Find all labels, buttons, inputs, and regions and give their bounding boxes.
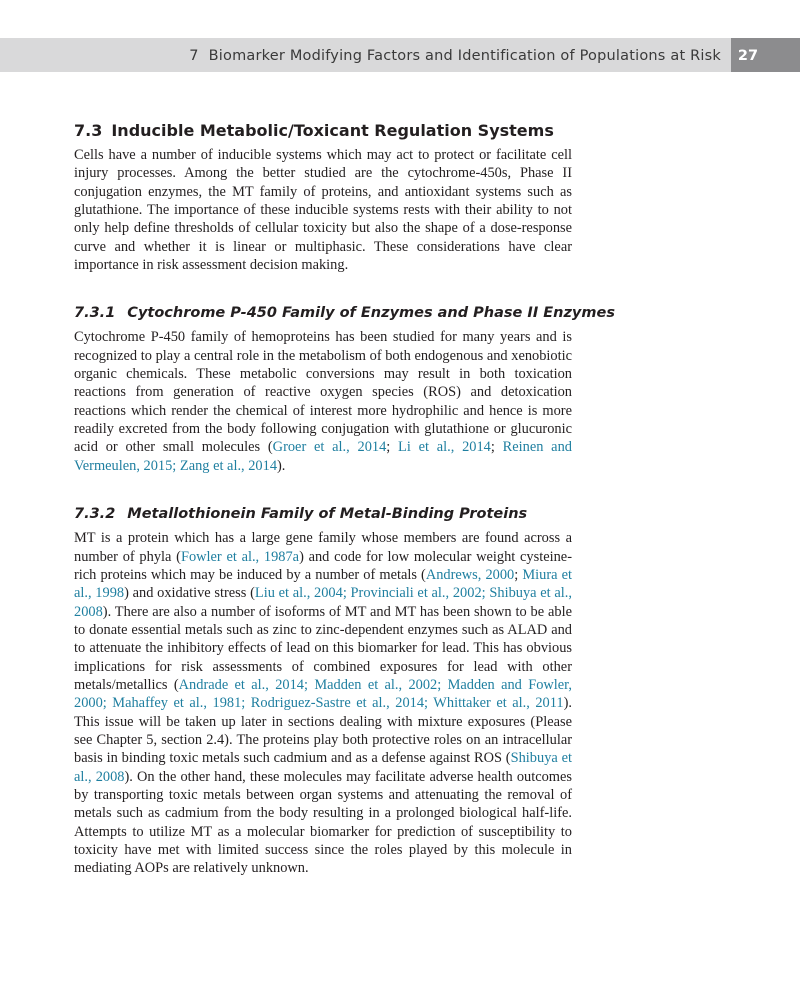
subsection-title: Cytochrome P-450 Family of Enzymes and Phase II Enzymes: [127, 305, 615, 322]
citation-link[interactable]: Reinen and Vermeulen, 2015; Zang et al., 2014: [74, 439, 572, 474]
running-header-title: [189, 38, 721, 72]
citation-link[interactable]: Fowler et al., 1987a: [180, 548, 300, 565]
paragraph-text: ). There are also a number of isoforms of MT and MT has been shown to be able to donate essential metals such as zinc to zinc-dependent enzymes such as ALAD and to attenuate the inhibitory effects of lead on this biomarker for lead. This has obvious implications for risk assessments of combined exposures for lead with other metals/metallics (: [74, 603, 572, 693]
citation-link[interactable]: Shibuya et al., 2008: [74, 750, 572, 785]
chapter-number: 7: [189, 48, 199, 64]
citation-link[interactable]: Liu et al., 2004; Provinciali et al., 2002; Shibuya et al., 2008: [74, 585, 572, 620]
paragraph-text: MT is a protein which has a large gene family whose members are found across a number of phyla (: [74, 530, 572, 565]
section-number: 7.3: [74, 121, 103, 140]
subsection-paragraph: [74, 328, 572, 475]
paragraph-text: Cytochrome P-450 family of hemoproteins has been studied for many years and is recognized to play a central role in the metabolism of both endogenous and xenobiotic organic chemicals. These metabolic conversions may result in both toxication reactions from generation of reactive oxygen species (ROS) and detoxication reactions which render the chemical of interest more hydrophilic and hence is more readily excreted from the body following conjugation with glutathione or glucuronic acid or other small molecules (: [74, 329, 572, 456]
citation-link[interactable]: Li et al., 2014: [398, 439, 491, 456]
subsection-title: Metallothionein Family of Metal-Binding Proteins: [127, 506, 528, 523]
subsection-heading: [74, 499, 572, 529]
paragraph-text: ). This issue will be taken up later in sections dealing with mixture exposures (Please see Chapter 5, section 2.4). The proteins play both protective roles on an intracellular basis in binding toxic metals such cadmium and as a defense against ROS (: [74, 695, 572, 767]
paragraph-text: ;: [386, 439, 399, 456]
paragraph-text: ;: [514, 566, 523, 583]
paragraph-text: ) and code for low molecular weight cysteine-rich proteins which may be induced by a number of metals (: [74, 548, 572, 583]
paragraph-text: ;: [490, 439, 503, 456]
section-paragraph: Cells have a number of inducible systems which may act to protect or facilitate cell injury processes. Among the better studied are the cytochrome-450s, Phase II conjugation enzymes, the MT family of proteins, and antioxidant systems such as glutathione. The importance of these inducible systems rests with their ability to not only help define thresholds of cellular toxicity but also the shape of a dose-response curve and whether it is linear or multiphasic. These considerations have clear importance in risk assessment decision making.: [74, 147, 572, 274]
subsection-number: 7.3.2: [74, 506, 116, 523]
subsection-heading: [74, 298, 615, 328]
subsection-number: 7.3.1: [74, 305, 116, 322]
citation-link[interactable]: Groer et al., 2014: [272, 439, 387, 456]
citation-link[interactable]: Andrews, 2000: [425, 566, 515, 583]
paragraph-text: ).: [277, 457, 286, 474]
citation-link[interactable]: Miura et al., 1998: [74, 566, 572, 602]
section-7-3-1: [74, 298, 615, 475]
page-body: [74, 116, 615, 902]
section-title: Inducible Metabolic/Toxicant Regulation Systems: [111, 121, 554, 140]
subsection-paragraph: [74, 529, 572, 878]
paragraph-text: ). On the other hand, these molecules may facilitate adverse health outcomes by transporting toxic metals between organ systems and attenuating the removal of metals such as cadmium from the body resulting in a prolonged biological half-life. Attempts to utilize MT as a molecular biomarker for prediction of susceptibility to toxicity have met with limited success since the roles played by this molecule in mediating AOPs are relatively unknown.: [74, 768, 572, 877]
paragraph-text: ) and oxidative stress (: [124, 585, 255, 602]
page-number: 27: [737, 48, 759, 64]
section-7-3-2: [74, 499, 572, 878]
chapter-title: Biomarker Modifying Factors and Identification of Populations at Risk: [208, 48, 721, 64]
section-heading: [74, 116, 572, 146]
section-7-3: [74, 116, 572, 274]
citation-link[interactable]: Andrade et al., 2014; Madden et al., 2002; Madden and Fowler, 2000; Mahaffey et al., 1981; Rodriguez-Sastre et al., 2014; Whittaker et al., 2011: [74, 676, 572, 712]
